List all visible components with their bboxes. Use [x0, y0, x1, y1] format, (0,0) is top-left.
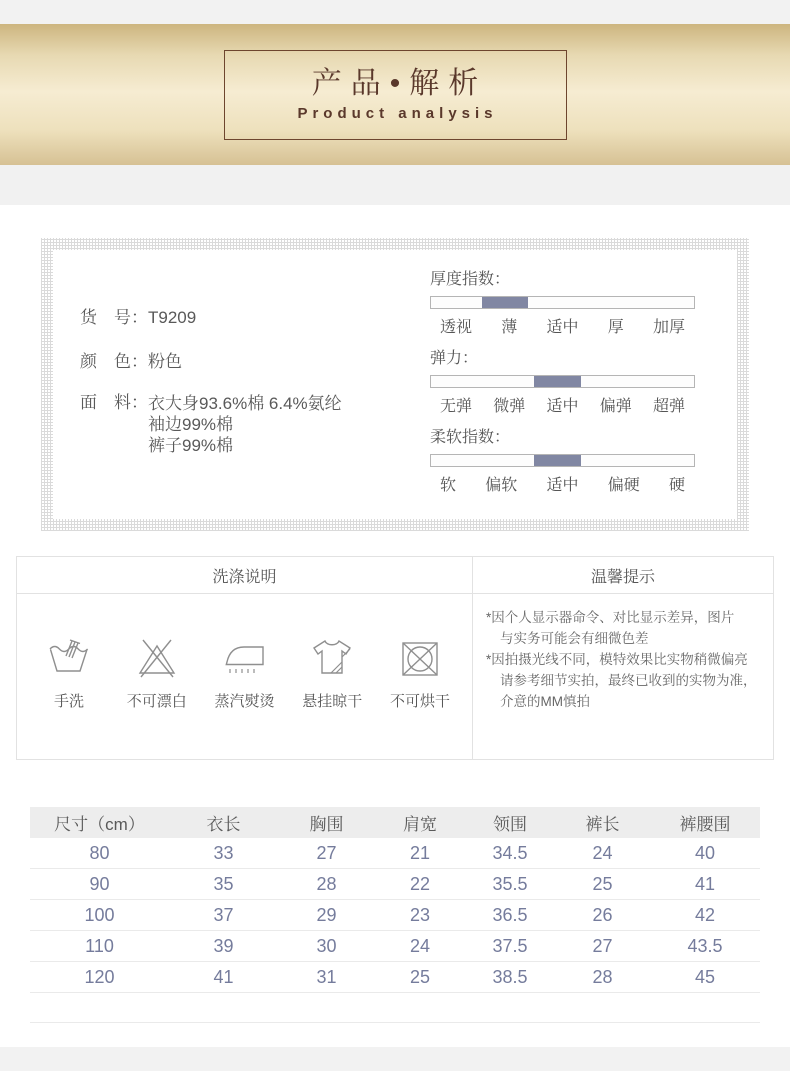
table-cell: 33 — [213, 842, 234, 863]
thickness-slider-track — [430, 296, 695, 309]
softness-option: 适中 — [546, 477, 579, 494]
table-cell: 39 — [213, 935, 234, 956]
wash-item-label: 不可烘干 — [389, 693, 450, 710]
table-row — [30, 931, 760, 962]
column-header: 裤腰围 — [679, 815, 731, 834]
index-sliders-column — [430, 271, 695, 508]
fabric-line: 袖边99%棉 — [148, 415, 234, 434]
wash-icons-row — [27, 634, 462, 711]
elasticity-slider-fill — [534, 376, 581, 387]
page-title: 产品•解析 — [311, 67, 488, 100]
thickness-option: 透视 — [440, 319, 473, 336]
softness-options — [430, 476, 695, 496]
hand-wash-icon — [46, 634, 92, 680]
table-cell: 21 — [409, 842, 431, 863]
size-chart-table — [30, 807, 760, 1023]
table-cell: 110 — [85, 935, 114, 956]
table-cell: 31 — [316, 966, 337, 987]
tips-line: 介意的MM慎拍 — [500, 694, 590, 709]
wash-item-no-tumble-dry — [378, 634, 462, 711]
table-cell: 37 — [213, 904, 234, 925]
no-tumble-dry-icon — [397, 634, 443, 680]
wash-item-steam-iron — [203, 634, 287, 711]
elasticity-option: 偏弹 — [599, 398, 632, 415]
tips-line: 与实务可能会有细微色差 — [500, 631, 649, 646]
table-cell: 30 — [316, 935, 337, 956]
wash-item-hand-wash — [27, 634, 111, 711]
color-field — [80, 352, 182, 372]
top-gray-band — [0, 0, 790, 24]
gold-banner — [0, 24, 790, 165]
table-cell: 41 — [213, 966, 234, 987]
elasticity-option: 超弹 — [652, 398, 685, 415]
thickness-option: 厚 — [607, 319, 624, 336]
softness-option: 硬 — [668, 477, 685, 494]
softness-slider-fill — [534, 455, 581, 466]
no-bleach-icon — [134, 634, 180, 680]
item-number-label: 货 号： — [80, 308, 148, 327]
table-cell: 36.5 — [492, 904, 528, 925]
table-cell: 27 — [592, 935, 613, 956]
wash-item-label: 不可漂白 — [126, 693, 187, 710]
elasticity-slider-track — [430, 375, 695, 388]
table-row — [30, 869, 760, 900]
softness-index-group — [430, 429, 695, 496]
fabric-field — [80, 393, 342, 456]
color-label: 颜 色： — [80, 352, 148, 371]
table-cell: 27 — [316, 842, 337, 863]
fabric-lines — [148, 393, 342, 456]
thickness-option: 适中 — [546, 319, 579, 336]
softness-option: 偏软 — [485, 477, 518, 494]
item-number-field — [80, 308, 196, 328]
care-section — [16, 556, 774, 760]
tips-body — [473, 594, 773, 759]
color-value: 粉色 — [148, 352, 182, 371]
table-cell: 25 — [592, 873, 613, 894]
thickness-options — [430, 318, 695, 338]
wash-item-hang-dry — [290, 634, 374, 711]
table-row — [30, 838, 760, 869]
column-header: 领围 — [493, 815, 527, 834]
table-row — [30, 962, 760, 993]
wash-icons-row-wrap — [17, 594, 473, 759]
gray-divider-band — [0, 165, 790, 205]
fabric-label: 面 料： — [80, 393, 148, 412]
table-cell: 80 — [89, 842, 110, 863]
elasticity-option: 无弹 — [440, 398, 473, 415]
table-cell: 25 — [409, 966, 431, 987]
bottom-gray-band — [0, 1047, 790, 1071]
table-cell: 34.5 — [492, 842, 528, 863]
thickness-index-label: 厚度指数： — [430, 271, 511, 288]
column-header: 肩宽 — [403, 815, 437, 834]
softness-slider-track — [430, 454, 695, 467]
page-subtitle: Product analysis — [297, 105, 498, 122]
softness-index-label: 柔软指数： — [430, 429, 511, 446]
table-cell: 24 — [592, 842, 613, 863]
table-cell: 28 — [316, 873, 337, 894]
product-info-box — [41, 238, 749, 531]
elasticity-options — [430, 397, 695, 417]
table-cell: 23 — [409, 904, 431, 925]
table-cell: 41 — [694, 873, 716, 894]
table-cell: 42 — [694, 904, 716, 925]
softness-option: 软 — [440, 477, 457, 494]
column-header: 衣长 — [206, 815, 241, 834]
column-header: 裤长 — [585, 815, 620, 834]
tips-header: 温馨提示 — [473, 557, 773, 594]
hang-dry-icon — [309, 634, 355, 680]
product-info-inner — [53, 250, 737, 519]
table-cell: 100 — [84, 904, 115, 925]
table-cell: 26 — [592, 904, 613, 925]
table-row — [30, 900, 760, 931]
table-cell: 35.5 — [492, 873, 528, 894]
wash-item-label: 蒸汽熨烫 — [214, 693, 275, 710]
elasticity-option: 微弹 — [493, 398, 526, 415]
size-chart-header-row — [30, 807, 760, 838]
table-cell: 37.5 — [492, 935, 528, 956]
fabric-line: 衣大身93.6%棉 6.4%氨纶 — [148, 394, 342, 413]
wash-item-label: 手洗 — [53, 693, 84, 710]
tips-line: *因个人显示器命令、对比显示差异，图片 — [486, 610, 735, 625]
table-cell: 35 — [213, 873, 234, 894]
column-header: 胸围 — [309, 815, 344, 834]
title-box — [224, 50, 567, 140]
fabric-line: 裤子99%棉 — [148, 436, 234, 455]
tips-line: *因拍摄光线不同，模特效果比实物稍微偏亮 — [486, 652, 748, 667]
column-header: 尺寸（cm） — [54, 815, 145, 834]
thickness-slider-fill — [482, 297, 528, 308]
table-cell: 40 — [694, 842, 716, 863]
thickness-option: 加厚 — [652, 319, 685, 336]
wash-item-label: 悬挂晾干 — [302, 693, 363, 710]
thickness-option: 薄 — [501, 319, 518, 336]
softness-option: 偏硬 — [607, 477, 640, 494]
table-cell: 28 — [592, 966, 613, 987]
elasticity-index-label: 弹力： — [430, 350, 479, 367]
thickness-index-group — [430, 271, 695, 338]
tips-line: 请参考细节实拍，最终已收到的实物为准， — [500, 673, 757, 688]
table-cell: 38.5 — [492, 966, 528, 987]
table-cell: 45 — [694, 966, 716, 987]
table-cell: 24 — [409, 935, 431, 956]
table-cell: 29 — [316, 904, 337, 925]
table-empty-row — [30, 993, 760, 1023]
wash-item-no-bleach — [115, 634, 199, 711]
table-cell: 90 — [89, 873, 110, 894]
steam-iron-icon — [222, 634, 268, 680]
wash-instructions-header: 洗涤说明 — [17, 557, 473, 594]
table-cell: 43.5 — [687, 935, 723, 956]
elasticity-index-group — [430, 350, 695, 417]
elasticity-option: 适中 — [546, 398, 579, 415]
table-cell: 22 — [409, 873, 431, 894]
item-number-value: T9209 — [148, 308, 197, 327]
table-cell: 120 — [84, 966, 115, 987]
